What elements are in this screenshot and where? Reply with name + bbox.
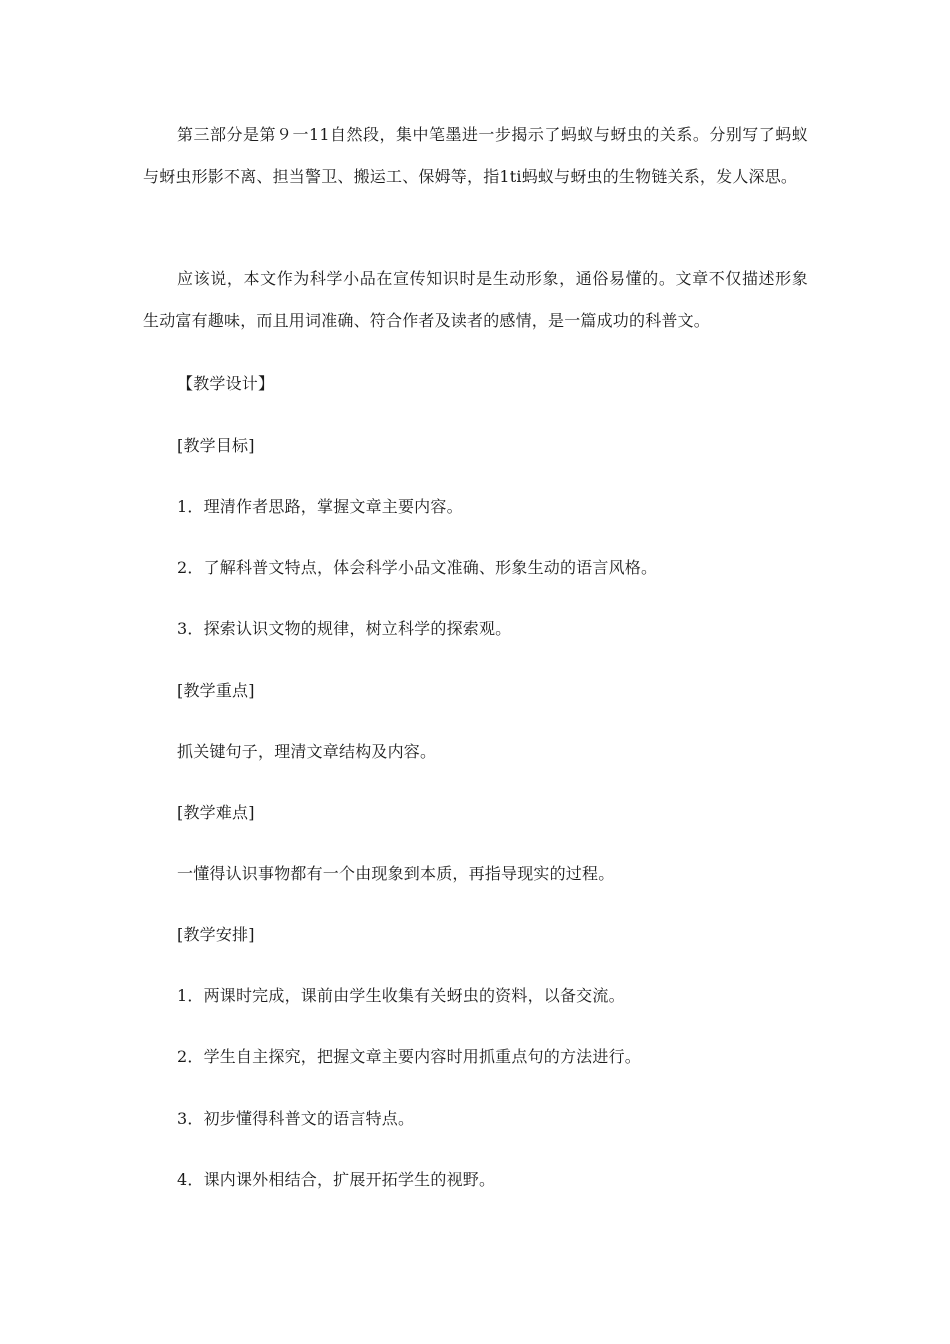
arrangement-item: 4．课内课外相结合，扩展开拓学生的视野。 — [177, 1170, 496, 1189]
heading-teaching-goals: [教学目标] — [177, 436, 255, 455]
paragraph-part-three: 第三部分是第９一11自然段，集中笔墨进一步揭示了蚂蚁与蚜虫的关系。分别写了蚂蚁与蚜虫形影不离、担当警卫、搬运工、保姆等，指1ti蚂蚁与蚜虫的生物链关系，发人深思。 — [143, 125, 808, 186]
heading-teaching-key-point: [教学重点] — [177, 681, 255, 700]
arrangement-item: 1．两课时完成，课前由学生收集有关蚜虫的资料，以备交流。 — [177, 986, 625, 1005]
heading-teaching-arrangement: [教学安排] — [177, 925, 255, 944]
goal-item: 2．了解科普文特点，体会科学小品文准确、形象生动的语言风格。 — [177, 558, 658, 577]
goal-item: 3．探索认识文物的规律，树立科学的探索观。 — [177, 619, 512, 638]
heading-teaching-difficulty: [教学难点] — [177, 803, 255, 822]
key-point-text: 抓关键句子，理清文章结构及内容。 — [177, 742, 437, 761]
arrangement-item: 3．初步懂得科普文的语言特点。 — [177, 1109, 415, 1128]
arrangement-item: 2．学生自主探究，把握文章主要内容时用抓重点句的方法进行。 — [177, 1047, 641, 1066]
difficulty-text: 一懂得认识事物都有一个由现象到本质，再指导现实的过程。 — [177, 864, 615, 883]
heading-teaching-design: 【教学设计】 — [177, 374, 275, 393]
goal-item: 1．理清作者思路，掌握文章主要内容。 — [177, 497, 463, 516]
paragraph-summary: 应该说，本文作为科学小品在宣传知识时是生动形象，通俗易懂的。文章不仅描述形象生动富有趣味，而且用词准确、符合作者及读者的感情，是一篇成功的科普文。 — [143, 269, 808, 330]
